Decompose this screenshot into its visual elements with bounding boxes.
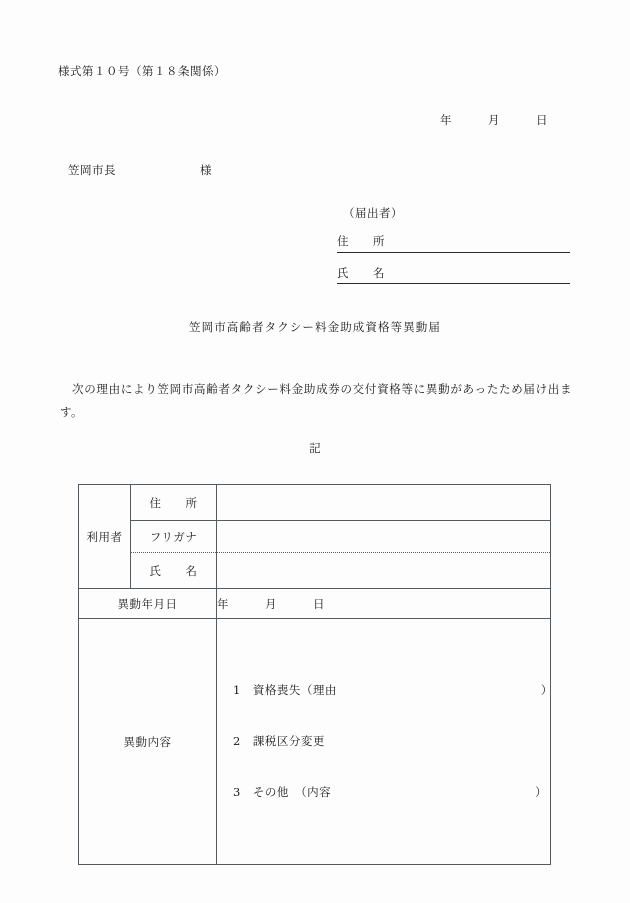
table-row — [79, 553, 551, 589]
change-date-label-cell: 異動年月日 — [79, 589, 217, 619]
date-line: 年 月 日 — [440, 113, 548, 127]
name-label-cell: 氏 名 — [131, 553, 217, 589]
submitter-address-field[interactable]: 住 所 — [337, 233, 570, 253]
form-number: 様式第１０号（第１８条関係） — [58, 64, 226, 78]
change-options-list — [217, 647, 553, 836]
user-label-cell: 利用者 — [79, 485, 131, 589]
address-value-cell[interactable] — [217, 485, 551, 521]
name-value-cell[interactable] — [217, 553, 551, 589]
change-option-2[interactable]: 2 課税区分変更 — [233, 734, 325, 748]
document-title: 笠岡市高齢者タクシー料金助成資格等異動届 — [189, 320, 441, 334]
submitter-heading: （届出者） — [343, 206, 403, 220]
addressee-line: 笠岡市長 様 — [68, 163, 212, 177]
address-label-cell: 住 所 — [131, 485, 217, 521]
submitter-block — [337, 205, 570, 284]
change-option-1[interactable]: 1 資格喪失（理由 ） — [233, 683, 553, 697]
change-content-value-cell — [217, 619, 551, 865]
furigana-value-cell[interactable] — [217, 521, 551, 553]
table-row — [79, 485, 551, 521]
table-row — [79, 619, 551, 865]
table-row — [79, 521, 551, 553]
furigana-label-cell: フリガナ — [131, 521, 217, 553]
body-paragraph: 次の理由により笠岡市高齢者タクシー料金助成券の交付資格等に異動があったため届け出ます。 — [60, 382, 572, 419]
submitter-name-field[interactable]: 氏 名 — [337, 265, 570, 285]
application-table — [78, 484, 551, 865]
change-option-3[interactable]: 3 その他 （内容 ） — [233, 785, 548, 799]
table-row — [79, 589, 551, 619]
change-date-value-cell[interactable]: 年 月 日 — [217, 589, 551, 619]
ki-marker: 記 — [309, 441, 321, 455]
change-content-label-cell: 異動内容 — [79, 619, 217, 865]
